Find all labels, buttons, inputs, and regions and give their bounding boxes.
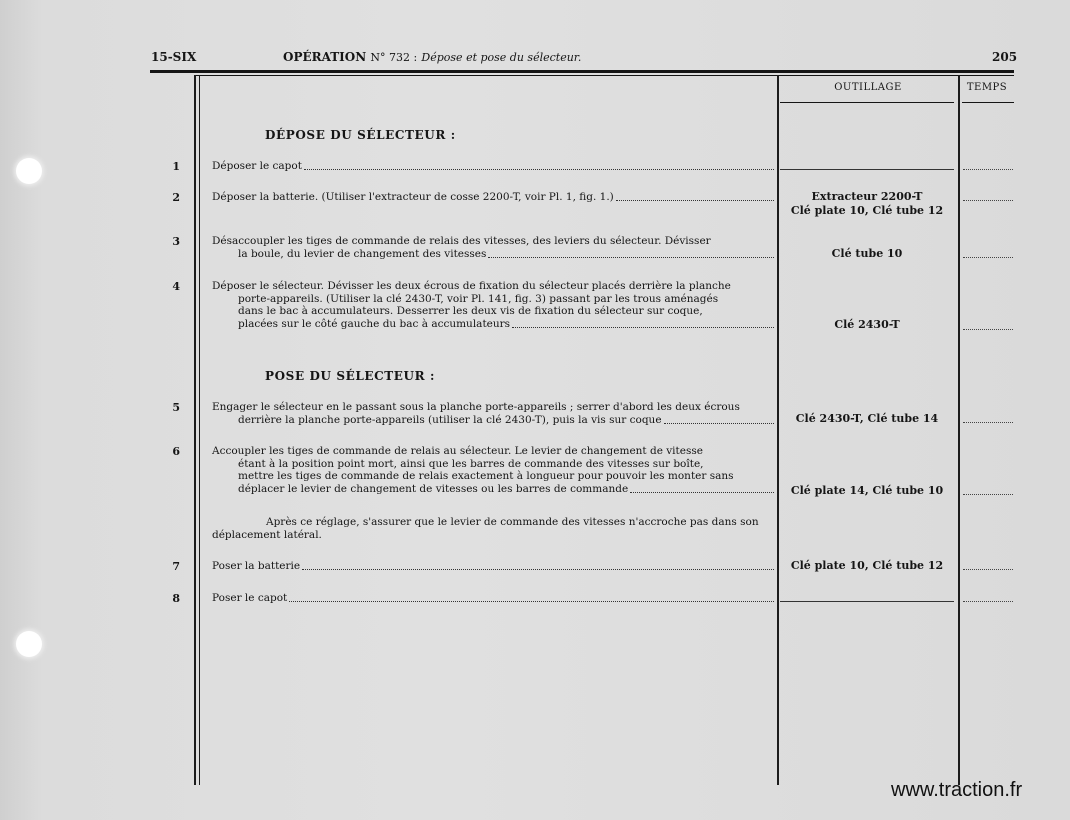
tooling-cell: Clé tube 10 — [831, 247, 903, 260]
step-number: 6 — [172, 445, 180, 458]
time-blank-line — [963, 169, 1013, 170]
time-header-underline — [962, 102, 1014, 103]
step-text — [212, 401, 774, 426]
step-number: 7 — [172, 560, 180, 573]
step-line: Accoupler les tiges de commande de relais au sélecteur. Le levier de changement de vitesse — [212, 445, 703, 457]
time-column-rule — [958, 75, 960, 785]
page-number: 205 — [992, 50, 1018, 64]
time-blank-line — [963, 257, 1013, 258]
time-blank-line — [963, 200, 1013, 201]
left-margin-rule — [194, 75, 196, 785]
step-line: placées sur le côté gauche du bac à accumulateurs — [238, 317, 511, 330]
step-text — [212, 235, 774, 260]
section-removal-title: DÉPOSE DU SÉLECTEUR : — [265, 128, 456, 142]
step-text — [212, 445, 774, 495]
operation-title — [283, 50, 581, 64]
time-blank-line — [963, 601, 1013, 602]
left-margin-rule-2 — [199, 75, 200, 785]
step-number: 2 — [172, 191, 180, 204]
tooling-line: Clé plate 10, Clé tube 12 — [790, 203, 944, 217]
time-column-header: TEMPS — [966, 82, 1008, 93]
chapter-code: 15-SIX — [151, 50, 197, 64]
step-number: 8 — [172, 592, 180, 605]
site-watermark: www.traction.fr — [891, 779, 1023, 801]
step-line: Poser le capot — [212, 592, 288, 604]
step-line: Poser la batterie — [212, 560, 301, 572]
time-blank-line — [963, 569, 1013, 570]
column-header-underline — [780, 102, 954, 103]
tooling-blank-line — [780, 169, 954, 170]
punch-hole-top — [16, 158, 42, 184]
tooling-cell: Clé plate 14, Clé tube 10 — [790, 484, 944, 497]
tooling-column-header: OUTILLAGE — [834, 82, 902, 93]
step-text — [212, 592, 774, 605]
header-rule — [150, 70, 1014, 73]
tooling-cell: Clé 2430-T, Clé tube 14 — [795, 412, 939, 425]
tooling-column-rule — [777, 75, 779, 785]
step-line: porte-appareils. (Utiliser la clé 2430-T, voir Pl. 141, fig. 3) passant par les trous aménagés — [238, 292, 719, 305]
step-line: Déposer le capot — [212, 160, 302, 172]
step-text — [212, 160, 774, 173]
step-line: dans le bac à accumulateurs. Desserrer les deux vis de fixation du sélecteur sur coque, — [238, 305, 703, 318]
time-blank-line — [963, 422, 1013, 423]
header-rule-thin — [195, 75, 1014, 76]
step-line: Déposer la batterie. (Utiliser l'extracteur de cosse 2200-T, voir Pl. 1, fig. 1.) — [212, 191, 614, 203]
time-blank-line — [963, 494, 1013, 495]
step-number: 3 — [172, 235, 180, 248]
step-line: Déposer le sélecteur. Dévisser les deux écrous de fixation du sélecteur placés derrière la planche — [212, 280, 731, 292]
note-line: Après ce réglage, s'assurer que le levier de commande des vitesses n'accroche pas — [266, 516, 709, 528]
step-number: 5 — [172, 401, 180, 414]
adjustment-note — [212, 516, 774, 541]
step-number: 4 — [172, 280, 180, 293]
tooling-blank-line — [780, 601, 954, 602]
operation-subject: Dépose et pose du sélecteur. — [421, 51, 582, 64]
section-installation-title: POSE DU SÉLECTEUR : — [265, 369, 435, 383]
step-line: déplacer le levier de changement de vitesses ou les barres de commande — [238, 482, 629, 495]
step-line: mettre les tiges de commande de relais exactement à longueur pour pouvoir les monter sans — [238, 470, 734, 483]
punch-hole-bottom — [16, 631, 42, 657]
time-blank-line — [963, 329, 1013, 330]
step-line: Désaccoupler les tiges de commande de relais des vitesses, des leviers du sélecteur. Dévisser — [212, 235, 711, 247]
operation-number: N° 732 : — [370, 51, 418, 64]
step-number: 1 — [172, 160, 180, 173]
step-text — [212, 191, 774, 204]
operation-label: OPÉRATION — [283, 50, 367, 64]
step-line: étant à la position point mort, ainsi que les barres de commande des vitesses sur boîte, — [238, 457, 704, 470]
step-line: derrière la planche porte-appareils (utiliser la clé 2430-T), puis la vis sur coque — [238, 413, 662, 426]
tooling-line: Extracteur 2200-T — [811, 190, 923, 203]
note-line: dans son déplacement latéral. — [212, 516, 759, 541]
tooling-cell: Clé 2430-T — [834, 318, 900, 331]
step-line: Engager le sélecteur en le passant sous la planche porte-appareils ; serrer d'abord les deux écrous — [212, 401, 740, 413]
tooling-cell: Clé plate 10, Clé tube 12 — [790, 559, 944, 572]
step-text — [212, 280, 774, 330]
step-text — [212, 560, 774, 573]
step-line: la boule, du levier de changement des vitesses — [238, 247, 487, 260]
tooling-cell — [778, 190, 956, 217]
